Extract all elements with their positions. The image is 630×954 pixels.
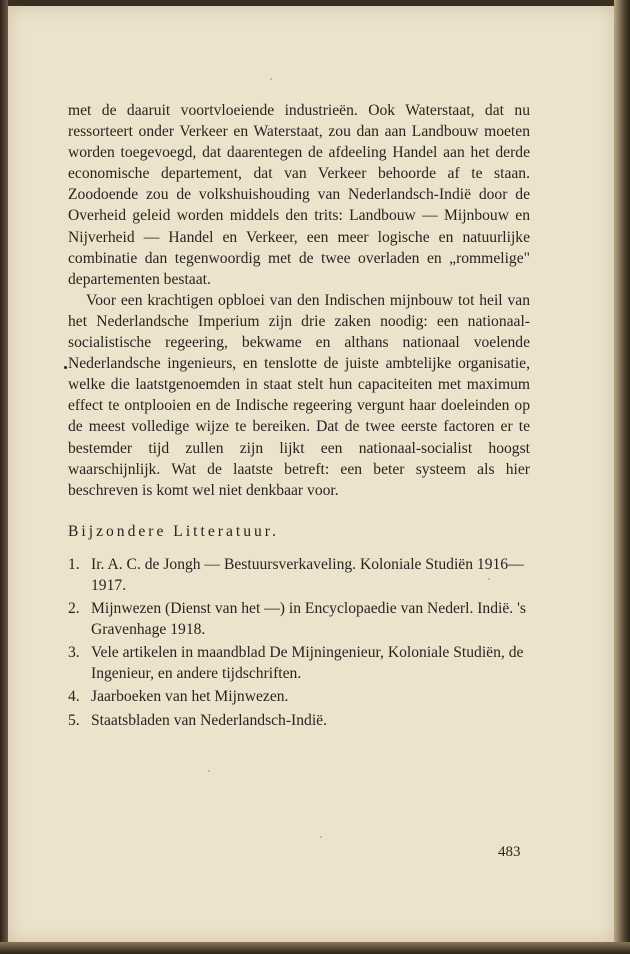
reference-text: Ir. A. C. de Jongh — Bestuursverkaveling. Koloniale Studiën 1916—1917.	[91, 555, 524, 594]
page-edge-right	[614, 0, 630, 954]
book-spine-shadow	[0, 0, 8, 954]
body-paragraph-1: met de daaruit voortvloeiende industrieën. Ook Waterstaat, dat nu ressorteert onder Verkeer en Waterstaat, zou dan aan Landbouw moeten worden toegevoegd, dat daarentegen de afdeeling Handel aan het derde economische departement, dat van Verkeer behoorde af te staan. Zoodoende zou de volkshuishouding van Nederlandsch-Indië door de Overheid geleid worden middels den trits: Landbouw — Mijnbouw en Nijverheid — Handel en Verkeer, een meer logische en natuurlijke combinatie dan tegenwoordig met de twee overladen en „rommelige" departementen bestaat.	[68, 102, 530, 288]
reference-text: Vele artikelen in maandblad De Mijningenieur, Koloniale Studiën, de Ingenieur, en andere tijdschriften.	[91, 644, 524, 683]
reference-number: 3.	[68, 644, 80, 662]
page-edge-bottom	[0, 942, 630, 954]
reference-item	[68, 642, 530, 684]
reference-item	[68, 710, 530, 731]
page-number: 483	[498, 844, 521, 860]
reference-item	[68, 554, 530, 596]
reference-number: 2.	[68, 600, 80, 618]
reference-text: Staatsbladen van Nederlandsch-Indië.	[91, 711, 327, 729]
references-list	[68, 554, 530, 731]
margin-mark	[64, 366, 67, 369]
page-text	[68, 100, 530, 733]
reference-item	[68, 686, 530, 707]
reference-number: 5.	[68, 711, 80, 729]
reference-number: 4.	[68, 688, 80, 706]
references-heading: Bijzondere Litteratuur.	[68, 522, 280, 540]
reference-item	[68, 598, 530, 640]
reference-text: Mijnwezen (Dienst van het —) in Encyclopaedie van Nederl. Indië. 's Gravenhage 1918.	[91, 600, 526, 639]
body-paragraph-2: Voor een krachtigen opbloei van den Indischen mijnbouw tot heil van het Nederlandsche Imperium zijn drie zaken noodig: een nationaal-socialistische regeering, bekwame en althans nationaal voelende Nederlandsche ingenieurs, en tenslotte de juiste ambtelijke organisatie, welke die laatstgenoemden in staat stelt hun capaciteiten met maximum effect te ontplooien en de Indische regeering vergunt haar doeleinden op de meest volledige wijze te bereiken. Dat de twee eerste factoren er te bestemder tijd zullen zijn lijkt een nationaal-socialist hoogst waarschijnlijk. Wat de laatste betreft: een beter systeem als hier beschreven is komt wel niet denkbaar voor.	[68, 291, 530, 499]
reference-text: Jaarboeken van het Mijnwezen.	[91, 688, 289, 706]
reference-number: 1.	[68, 555, 80, 573]
